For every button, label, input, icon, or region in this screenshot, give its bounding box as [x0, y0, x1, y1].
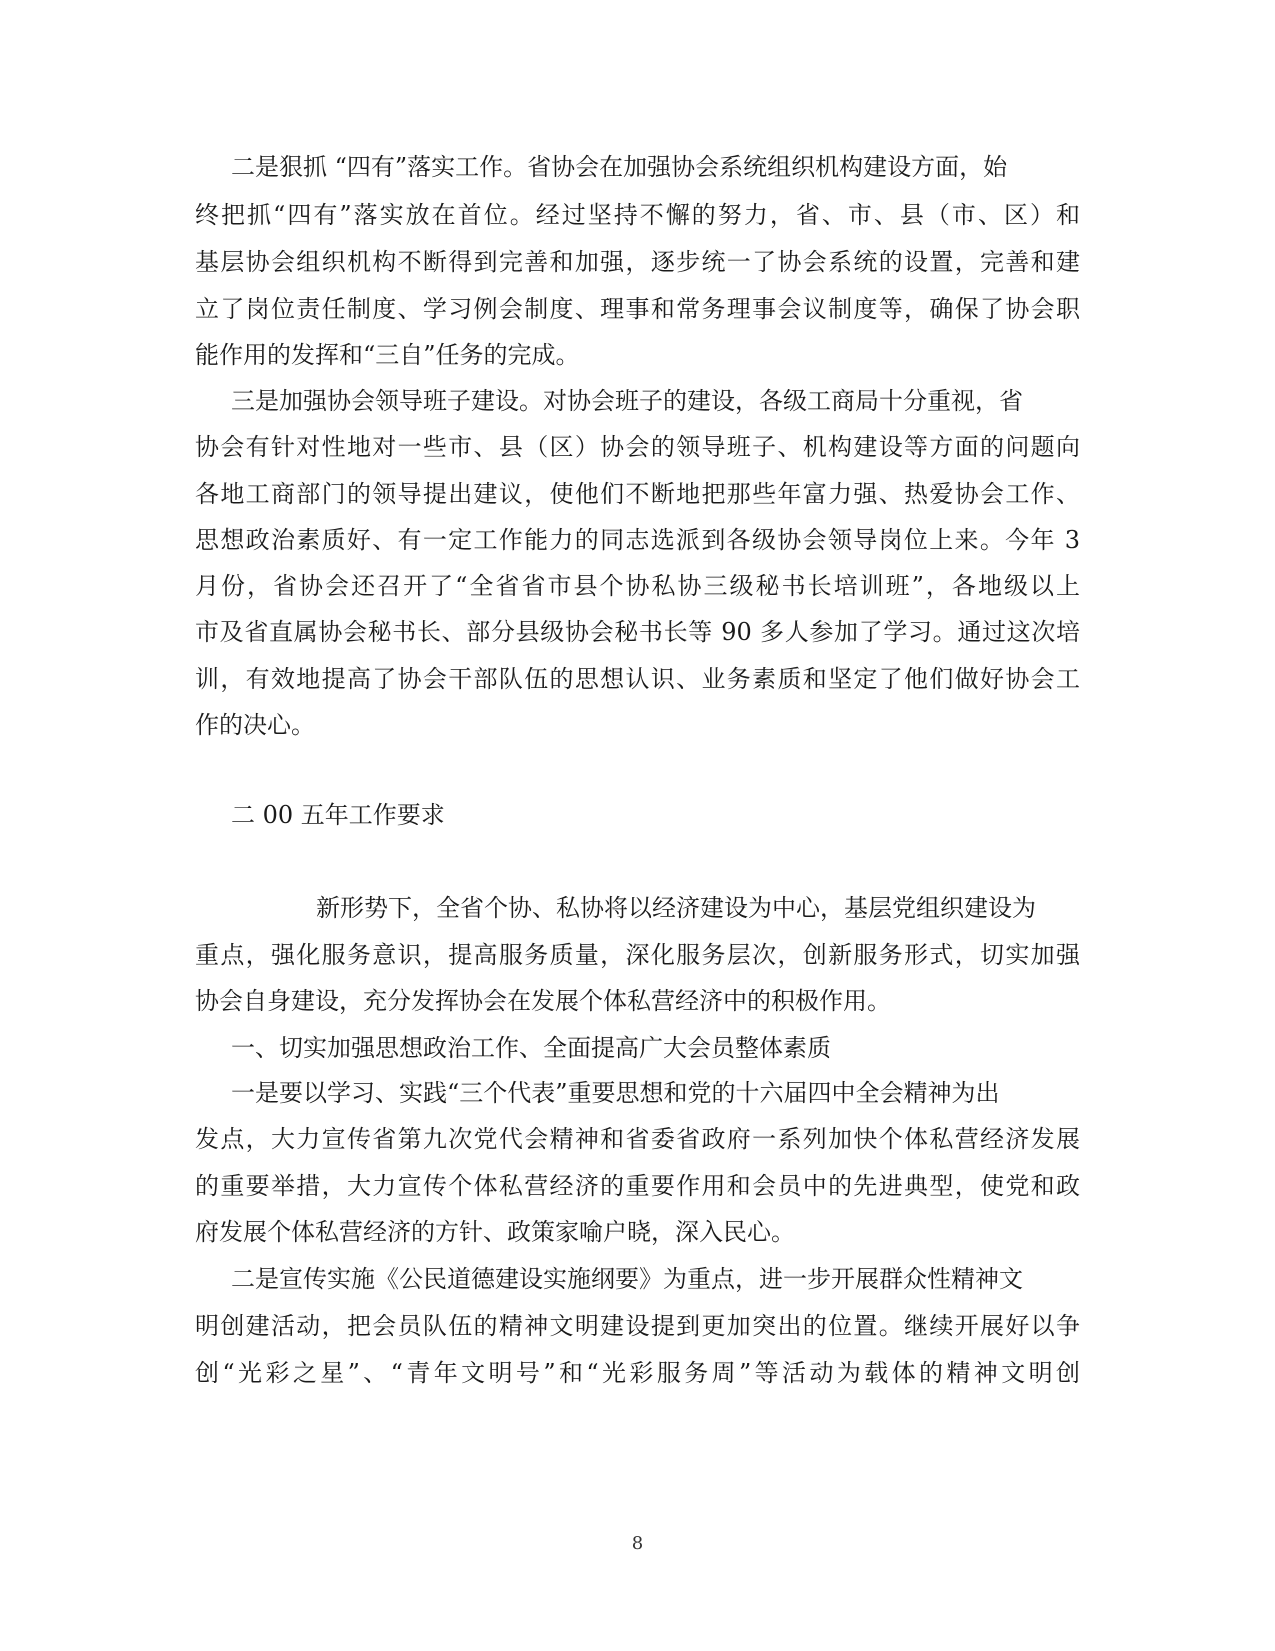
text-line: 新形势下，全省个协、私协将以经济建设为中心，基层党组织建设为 — [316, 894, 1036, 922]
subsection-heading: 一、切实加强思想政治工作、全面提高广大会员整体素质 — [231, 1034, 831, 1062]
text-line: 协会有针对性地对一些市、县（区）协会的领导班子、机构建设等方面的问题向 — [195, 433, 1080, 461]
text-line: 立了岗位责任制度、学习例会制度、理事和常务理事会议制度等，确保了协会职 — [195, 295, 1080, 323]
text-line: 三是加强协会领导班子建设。对协会班子的建设，各级工商局十分重视，省 — [231, 387, 1023, 415]
text-line: 训，有效地提高了协会干部队伍的思想认识、业务素质和坚定了他们做好协会工 — [195, 665, 1080, 693]
text-line: 思想政治素质好、有一定工作能力的同志选派到各级协会领导岗位上来。今年 3 — [195, 526, 1080, 554]
text-line: 创“光彩之星”、“青年文明号”和“光彩服务周”等活动为载体的精神文明创 — [195, 1359, 1080, 1387]
text-line: 终把抓“四有”落实放在首位。经过坚持不懈的努力，省、市、县（市、区）和 — [195, 201, 1080, 229]
text-line: 市及省直属协会秘书长、部分县级协会秘书长等 90 多人参加了学习。通过这次培 — [195, 618, 1080, 646]
text-line: 发点，大力宣传省第九次党代会精神和省委省政府一系列加快个体私营经济发展 — [195, 1125, 1080, 1153]
page-number: 8 — [631, 1533, 644, 1554]
text-line: 二是宣传实施《公民道德建设实施纲要》为重点，进一步开展群众性精神文 — [231, 1265, 1023, 1293]
text-line: 的重要举措，大力宣传个体私营经济的重要作用和会员中的先进典型，使党和政 — [195, 1172, 1080, 1200]
section-heading: 二 00 五年工作要求 — [231, 801, 445, 829]
text-line: 明创建活动，把会员队伍的精神文明建设提到更加突出的位置。继续开展好以争 — [195, 1312, 1080, 1340]
text-line: 能作用的发挥和“三自”任务的完成。 — [195, 341, 580, 369]
text-line: 月份，省协会还召开了“全省省市县个协私协三级秘书长培训班”，各地级以上 — [195, 572, 1080, 600]
text-line: 协会自身建设，充分发挥协会在发展个体私营经济中的积极作用。 — [195, 987, 891, 1015]
text-line: 基层协会组织机构不断得到完善和加强，逐步统一了协会系统的设置，完善和建 — [195, 248, 1080, 276]
text-line: 各地工商部门的领导提出建议，使他们不断地把那些年富力强、热爱协会工作、 — [195, 480, 1080, 508]
text-line: 府发展个体私营经济的方针、政策家喻户晓，深入民心。 — [195, 1218, 795, 1246]
text-line: 重点，强化服务意识，提高服务质量，深化服务层次，创新服务形式，切实加强 — [195, 941, 1080, 969]
text-line: 一是要以学习、实践“三个代表”重要思想和党的十六届四中全会精神为出 — [231, 1079, 1000, 1107]
text-line: 二是狠抓 “四有”落实工作。省协会在加强协会系统组织机构建设方面，始 — [231, 153, 1008, 181]
text-line: 作的决心。 — [195, 711, 315, 739]
